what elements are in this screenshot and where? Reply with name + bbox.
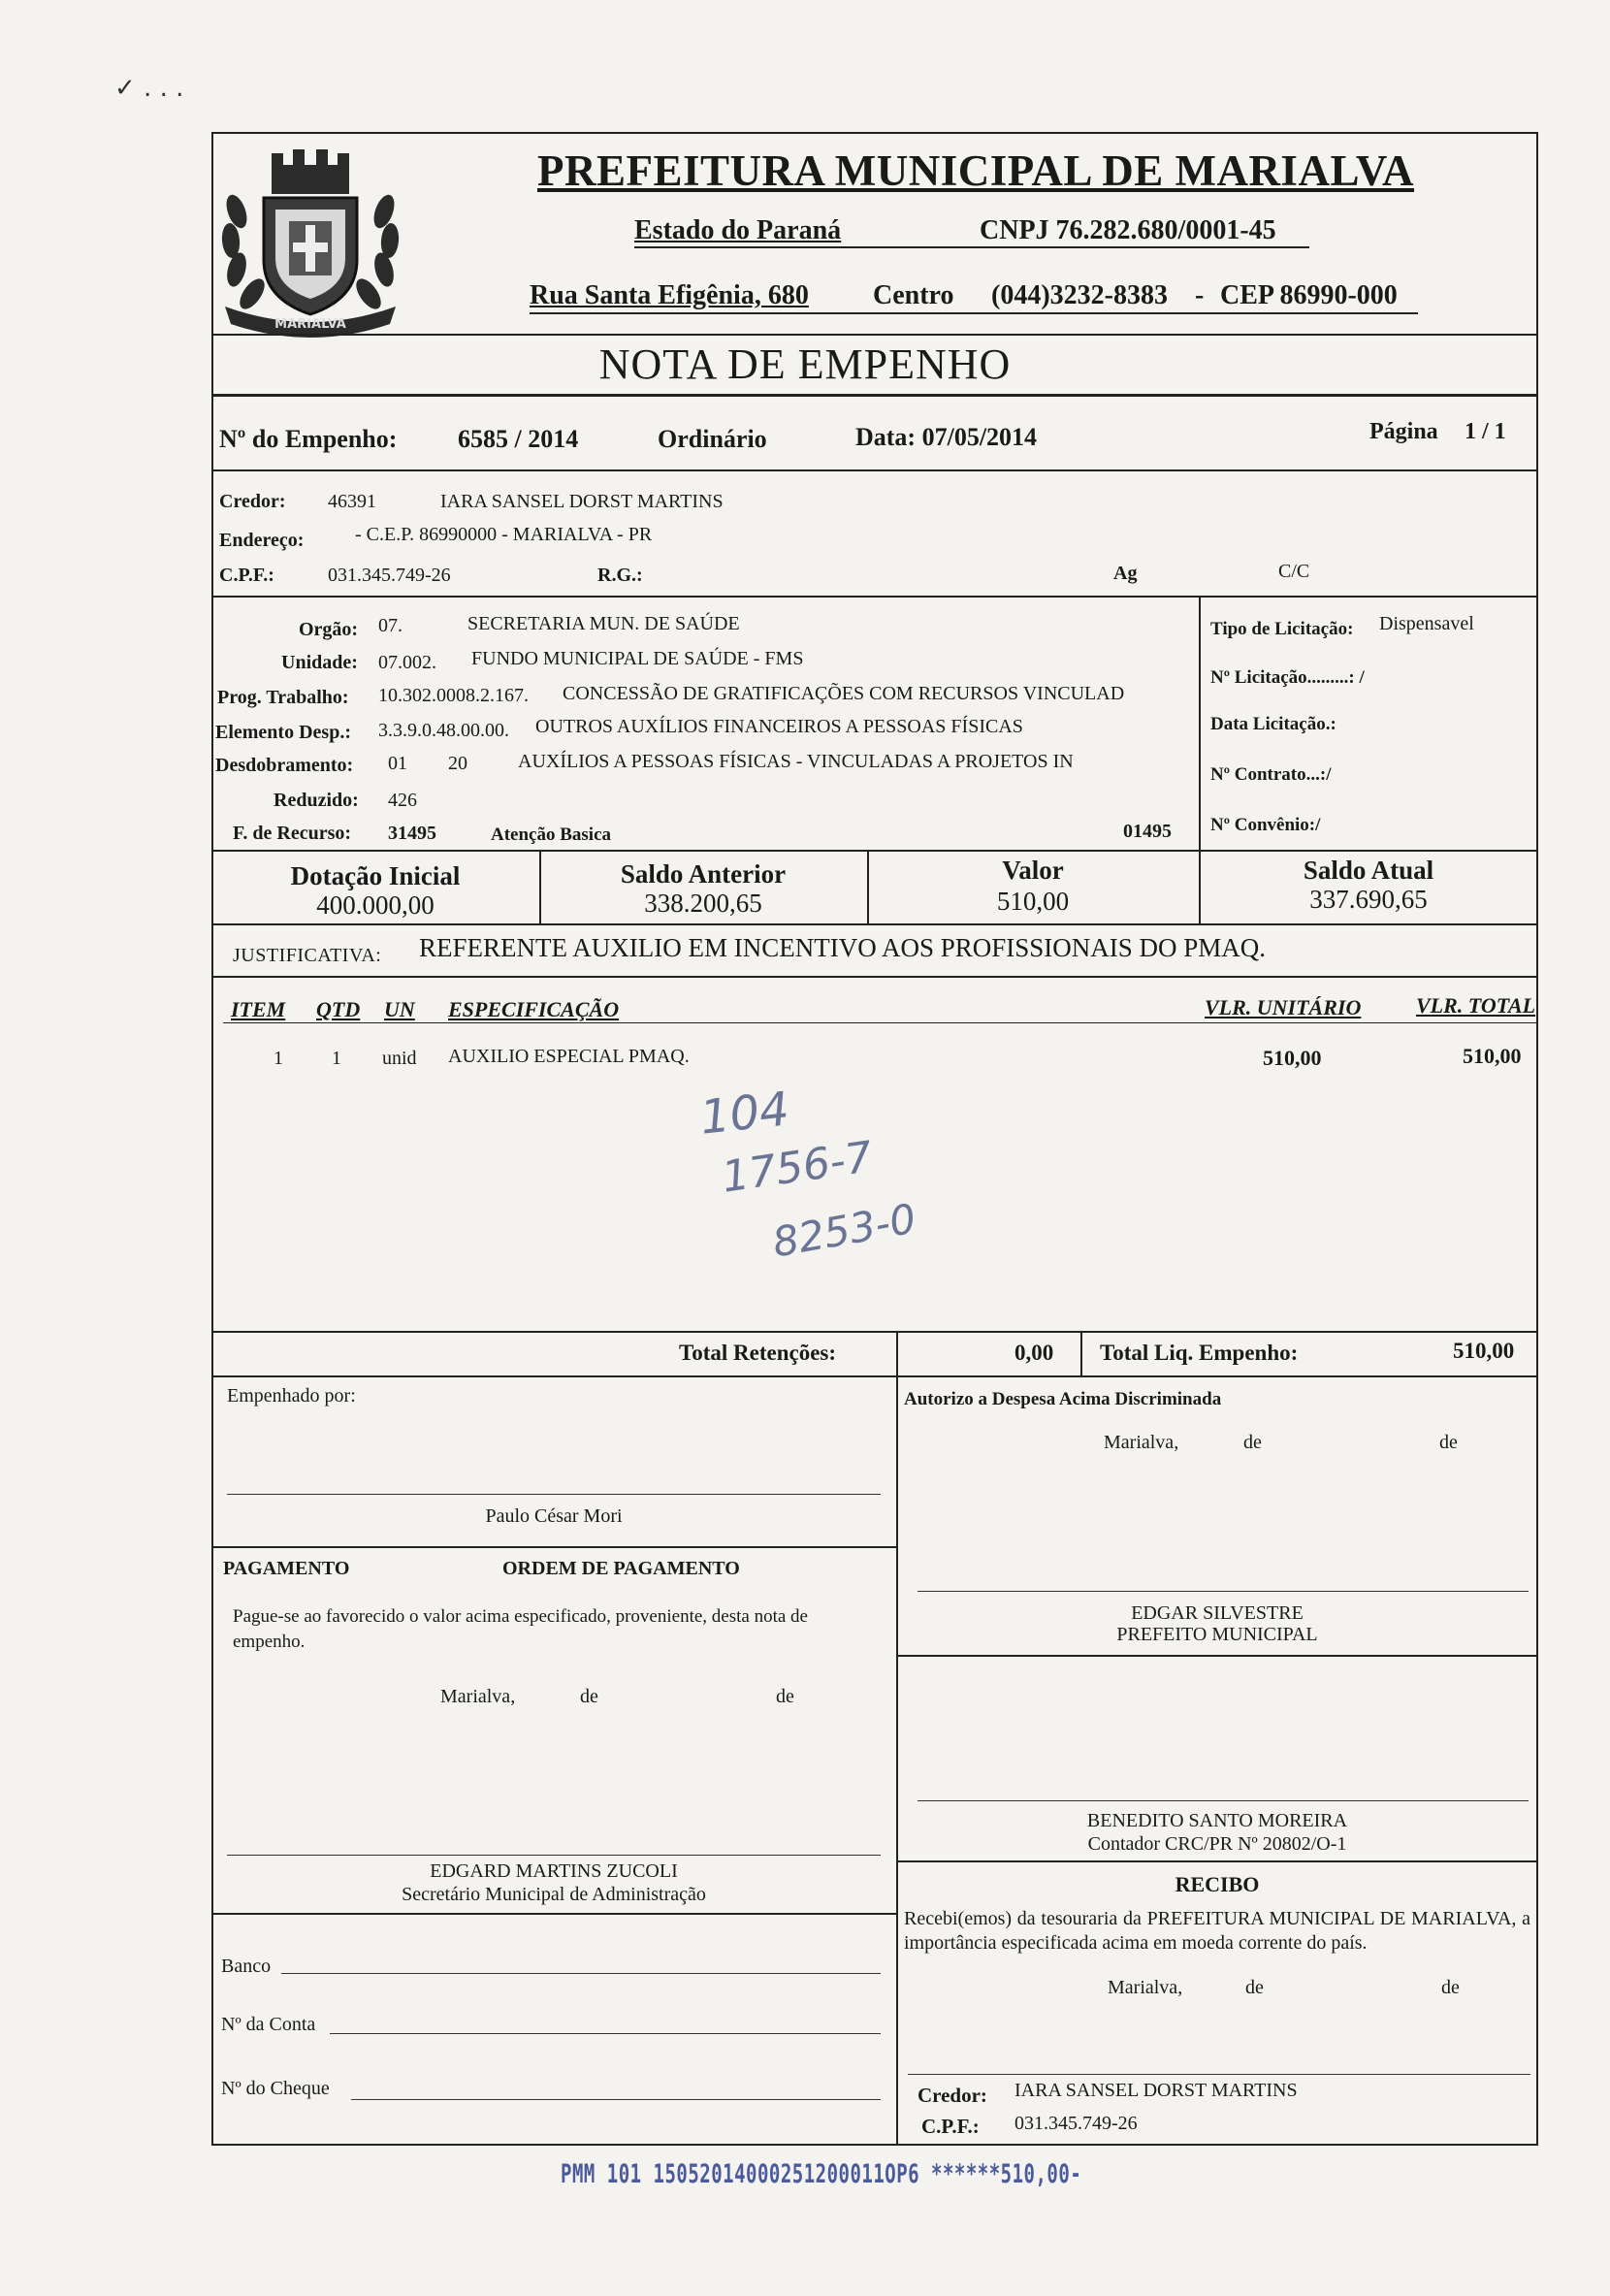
saldo-atual-label: Saldo Atual: [1303, 856, 1434, 885]
banco-line: [281, 1973, 881, 1974]
elemento-code: 3.3.9.0.48.00.00.: [378, 720, 509, 741]
retencoes-label: Total Retenções:: [679, 1341, 837, 1365]
divider-contador: [896, 1860, 1538, 1862]
unidade-code: 07.002.: [378, 652, 436, 673]
svg-text:MARIALVA: MARIALVA: [274, 317, 346, 332]
ordem-pagamento-label: ORDEM DE PAGAMENTO: [502, 1558, 740, 1579]
header-district: Centro: [873, 280, 954, 310]
credor-label: Credor:: [219, 491, 286, 512]
secretary-name: EDGARD MARTINS ZUCOLI: [430, 1860, 678, 1882]
autorizo-label: Autorizo a Despesa Acima Discriminada: [904, 1389, 1222, 1409]
autorizo-de-2: de: [1439, 1432, 1458, 1453]
row-qtd: 1: [332, 1048, 341, 1069]
recibo-credor-label: Credor:: [918, 2084, 987, 2107]
divider-balances: [211, 923, 1538, 925]
recurso-code: 31495: [388, 823, 436, 844]
table-row: [211, 1046, 1538, 1075]
divider-budget: [211, 850, 1538, 852]
empenho-type: Ordinário: [658, 425, 767, 453]
reduzido-label: Reduzido:: [274, 790, 359, 811]
divider-totals-top: [211, 1331, 1538, 1333]
cheque-label: Nº do Cheque: [221, 2078, 330, 2099]
empenhado-name: Paulo César Mori: [485, 1505, 623, 1527]
dotacao-label: Dotação Inicial: [290, 861, 461, 890]
divider-creditor: [211, 596, 1538, 598]
saldo-anterior-label: Saldo Anterior: [620, 859, 787, 889]
empenhado-label: Empenhado por:: [227, 1385, 356, 1407]
row-total: 510,00: [1463, 1044, 1522, 1068]
prog-label: Prog. Trabalho:: [217, 687, 349, 708]
rg-label: R.G.:: [597, 565, 643, 586]
empenhado-signature-line: [227, 1494, 881, 1495]
divider-justificativa: [211, 976, 1538, 978]
desdobramento-code1: 01: [388, 753, 407, 774]
col-total: VLR. TOTAL: [1416, 993, 1536, 1018]
scan-mark: ✓ . . .: [114, 74, 184, 103]
header-cnpj: CNPJ 76.282.680/0001-45: [980, 215, 1276, 245]
recibo-credor-name: IARA SANSEL DORST MARTINS: [1014, 2080, 1298, 2101]
empenho-number: 6585 / 2014: [458, 425, 579, 453]
orgao-code: 07.: [378, 615, 402, 636]
credor-code: 46391: [328, 491, 376, 512]
divider-licitacao: [1199, 596, 1201, 850]
recurso-name: Atenção Basica: [491, 825, 612, 845]
divider-prefeito: [896, 1655, 1538, 1657]
divider-pagamento: [211, 1546, 896, 1548]
desdobramento-code2: 20: [448, 753, 467, 774]
pagamento-city: Marialva,: [440, 1686, 516, 1707]
col-item: ITEM: [231, 997, 286, 1021]
liq-value: 510,00: [1453, 1339, 1515, 1363]
header-state: Estado do Paraná: [634, 215, 842, 245]
page-label: Página: [1369, 419, 1438, 444]
contador-signature-line: [918, 1800, 1529, 1801]
endereco-value: - C.E.P. 86990000 - MARIALVA - PR: [355, 524, 653, 545]
divider-title: [211, 394, 1538, 397]
items-header-underline: [223, 1022, 1536, 1023]
handwritten-note-1: 104: [697, 1082, 792, 1146]
endereco-label: Endereço:: [219, 530, 305, 551]
retencoes-value: 0,00: [1014, 1341, 1054, 1365]
header-address: Rua Santa Efigênia, 680: [530, 280, 809, 310]
valor-label: Valor: [1002, 856, 1064, 885]
page-number: 1 / 1: [1465, 419, 1506, 444]
orgao-label: Orgão:: [299, 619, 359, 640]
dotacao-value: 400.000,00: [316, 890, 435, 920]
reduzido-value: 426: [388, 790, 417, 811]
cc-label: C/C: [1278, 561, 1310, 582]
municipal-seal: [215, 144, 405, 338]
valor-value: 510,00: [996, 887, 1070, 916]
licitacao-tipo-label: Tipo de Licitação:: [1210, 619, 1354, 639]
justificativa-label: JUSTIFICATIVA:: [233, 945, 382, 966]
secretary-signature-line: [227, 1855, 881, 1856]
prefeito-title: PREFEITO MUNICIPAL: [1116, 1624, 1318, 1645]
header-cep: CEP 86990-000: [1220, 280, 1398, 310]
recibo-cpf-label: C.P.F.:: [921, 2115, 980, 2138]
justificativa-text: REFERENTE AUXILIO EM INCENTIVO AOS PROFISSIONAIS DO PMAQ.: [419, 933, 1267, 962]
handwritten-note-2: 1756-7: [719, 1132, 876, 1203]
saldo-anterior-value: 338.200,65: [644, 889, 762, 918]
desdobramento-name: AUXÍLIOS A PESSOAS FÍSICAS - VINCULADAS A PROJETOS IN: [518, 751, 1074, 772]
cpf-value: 031.345.749-26: [328, 565, 451, 586]
divider-totals-bottom: [211, 1375, 1538, 1377]
recibo-de-2: de: [1441, 1977, 1460, 1998]
header-state-underline: [634, 246, 1309, 248]
doc-title: NOTA DE EMPENHO: [598, 340, 1012, 388]
cpf-label: C.P.F.:: [219, 565, 274, 586]
prog-name: CONCESSÃO DE GRATIFICAÇÕES COM RECURSOS VINCULAD: [563, 683, 1125, 704]
pagamento-de-2: de: [776, 1686, 794, 1707]
empenho-number-label: Nº do Empenho:: [219, 425, 398, 453]
pagamento-text: Pague-se ao favorecido o valor acima especificado, proveniente, desta nota de empenho.: [233, 1606, 808, 1652]
col-unit: VLR. UNITÁRIO: [1205, 995, 1362, 1019]
licitacao-contrato: Nº Contrato...:/: [1210, 764, 1332, 785]
row-item: 1: [274, 1048, 283, 1069]
ag-label: Ag: [1113, 563, 1138, 584]
secretary-title: Secretário Municipal de Administração: [402, 1884, 706, 1905]
pagamento-label: PAGAMENTO: [223, 1558, 350, 1579]
contador-name: BENEDITO SANTO MOREIRA: [1086, 1810, 1348, 1831]
recibo-signature-line: [908, 2074, 1530, 2075]
licitacao-tipo: Dispensavel: [1379, 613, 1474, 634]
elemento-label: Elemento Desp.:: [215, 722, 351, 743]
header-title: PREFEITURA MUNICIPAL DE MARIALVA: [537, 146, 1415, 195]
handwritten-note-3: 8253-0: [768, 1194, 919, 1267]
credor-name: IARA SANSEL DORST MARTINS: [440, 491, 724, 512]
recurso-code2: 01495: [1123, 821, 1172, 842]
saldo-atual-value: 337.690,65: [1309, 885, 1428, 914]
recibo-de-1: de: [1245, 1977, 1264, 1998]
licitacao-data: Data Licitação.:: [1210, 714, 1336, 734]
pagamento-de-1: de: [580, 1686, 598, 1707]
header-address-underline: [530, 312, 1418, 314]
divider-empenho: [211, 469, 1538, 471]
prog-code: 10.302.0008.2.167.: [378, 685, 529, 706]
header-phone: (044)3232-8383: [991, 280, 1168, 310]
recibo-title: RECIBO: [1175, 1872, 1260, 1896]
recibo-city: Marialva,: [1108, 1977, 1183, 1998]
licitacao-convenio: Nº Convênio:/: [1210, 815, 1321, 835]
divider-totals-2: [1080, 1331, 1082, 1375]
unidade-label: Unidade:: [281, 652, 358, 673]
unidade-name: FUNDO MUNICIPAL DE SAÚDE - FMS: [471, 648, 804, 669]
row-unit: 510,00: [1263, 1046, 1322, 1070]
desdobramento-label: Desdobramento:: [215, 755, 354, 776]
prefeito-signature-line: [918, 1591, 1529, 1592]
prefeito-name: EDGAR SILVESTRE: [1131, 1602, 1304, 1624]
contador-title: Contador CRC/PR Nº 20802/O-1: [1087, 1833, 1347, 1855]
banco-label: Banco: [221, 1956, 272, 1977]
orgao-name: SECRETARIA MUN. DE SAÚDE: [467, 613, 740, 634]
divider-signatures: [896, 1375, 898, 2146]
row-spec: AUXILIO ESPECIAL PMAQ.: [448, 1046, 690, 1067]
divider-header: [211, 334, 1538, 336]
autorizo-de-1: de: [1243, 1432, 1262, 1453]
recurso-label: F. de Recurso:: [233, 823, 352, 844]
recibo-cpf-value: 031.345.749-26: [1014, 2113, 1138, 2134]
divider-secretary: [211, 1913, 896, 1915]
conta-line: [330, 2033, 881, 2034]
licitacao-numero: Nº Licitação.........: /: [1210, 667, 1365, 688]
elemento-name: OUTROS AUXÍLIOS FINANCEIROS A PESSOAS FÍSICAS: [535, 716, 1023, 737]
liq-label: Total Liq. Empenho:: [1100, 1341, 1299, 1365]
col-spec: ESPECIFICAÇÃO: [448, 997, 620, 1021]
footer-code: PMM 101 15052014000251200011OP6 ******510,00-: [561, 2159, 1082, 2189]
empenho-date: Data: 07/05/2014: [855, 423, 1038, 451]
row-un: unid: [382, 1048, 417, 1069]
recibo-text: Recebi(emos) da tesouraria da PREFEITURA MUNICIPAL DE MARIALVA, a importância especificada acima em moeda corrente do país.: [904, 1908, 1530, 1954]
cheque-line: [351, 2099, 881, 2100]
divider-totals-1: [896, 1331, 898, 1375]
conta-label: Nº da Conta: [221, 2014, 316, 2035]
header-separator: -: [1195, 280, 1205, 310]
col-un: UN: [384, 997, 415, 1021]
autorizo-city: Marialva,: [1104, 1432, 1179, 1453]
col-qtd: QTD: [316, 997, 361, 1021]
